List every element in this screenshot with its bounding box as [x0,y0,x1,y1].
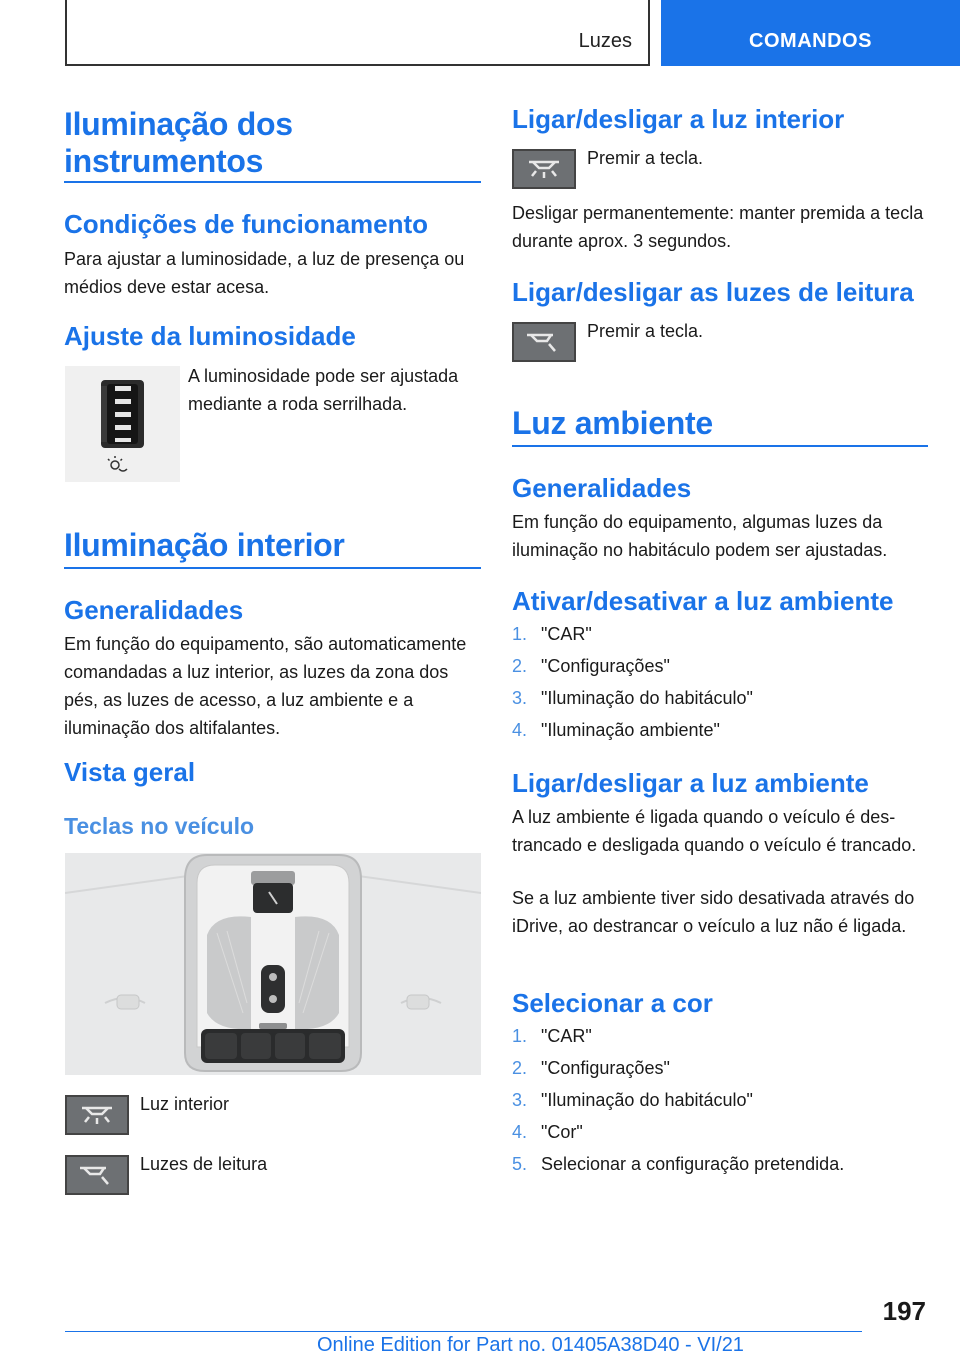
steps-activate-ambient [512,618,928,746]
footer-rule [65,1331,862,1332]
heading-general-right: Generalidades [512,473,692,503]
page-number: 197 [882,1296,926,1326]
list-item: 5. Selecionar a configuração pretendida. [512,1154,845,1174]
steps-select-color [512,1020,928,1180]
heading-rule [64,181,481,183]
text-press-key-1: Premir a tecla. [587,148,704,168]
heading-conditions: Condições de funcionamento [64,209,429,239]
header-box [65,0,650,66]
interior-light-key-icon [65,1095,129,1135]
text-permanent-off: Desligar permanentemente: manter premida a tecla durante aprox. 3 segundos. [512,203,924,251]
list-item: 1. "CAR" [512,1026,592,1046]
reading-light-key-icon [65,1155,129,1195]
legend-interior-light: Luz interior [140,1094,230,1114]
text-ambient-1: A luz ambiente é ligada quando o veículo é destrancado e desligada quando o veículo é trancado. [512,807,917,855]
list-item: 3. "Iluminação do habitáculo" [512,688,753,708]
roof-console-image [65,853,481,1075]
heading-instrument-lighting: Iluminação dos instrumentos [64,106,293,179]
heading-overview: Vista geral [64,757,196,787]
heading-ambient-light: Luz ambiente [512,405,713,441]
text-general-left: Em função do equipamento, são automaticamente comandadas a luz interior, as luzes da zona dos pés, as luzes de acesso, a luz ambiente e a iluminação dos altifalantes. [64,634,467,738]
chapter-tab[interactable] [661,0,960,66]
edition-footer: Online Edition for Part no. 01405A38D40 - VI/21 [317,1334,744,1356]
text-conditions: Para ajustar a luminosidade, a luz de presença ou médios deve estar acesa. [64,249,465,297]
text-general-right: Em função do equipamento, algumas luzes da iluminação no habitáculo podem ser ajustadas. [512,512,888,560]
text-press-key-2: Premir a tecla. [587,321,704,341]
list-item: 2. "Configurações" [512,656,670,676]
heading-ambient-onoff: Ligar/desligar a luz ambiente [512,768,869,798]
heading-general-left: Generalidades [64,595,244,625]
list-item: 4. "Iluminação ambiente" [512,720,720,740]
heading-rule [512,445,928,447]
heading-reading-onoff: Ligar/desligar as luzes de leitura [512,277,914,307]
heading-interior-onoff: Ligar/desligar a luz interior [512,104,845,134]
list-item: 1. "CAR" [512,624,592,644]
text-ambient-2: Se a luz ambiente tiver sido desativada através do iDrive, ao destrancar o veículo a luz não é ligada. [512,888,915,936]
list-item: 4. "Cor" [512,1122,583,1142]
heading-brightness: Ajuste da luminosidade [64,321,356,351]
section-title: Luzes [578,30,632,52]
list-item: 3. "Iluminação do habitáculo" [512,1090,753,1110]
legend-reading-lights: Luzes de leitura [140,1154,268,1174]
text-brightness: A luminosidade pode ser ajustada mediante a roda serrilhada. [188,366,459,414]
heading-interior-lighting: Iluminação interior [64,527,345,563]
chapter-tab-label: COMANDOS [749,30,872,52]
interior-light-key-icon [512,149,576,189]
reading-light-key-icon [512,322,576,362]
heading-rule [64,567,481,569]
dimmer-wheel-image [65,366,180,482]
heading-activate-ambient: Ativar/desativar a luz ambiente [512,586,894,616]
heading-keys-in-vehicle: Teclas no veículo [64,813,255,839]
heading-select-color: Selecionar a cor [512,988,713,1018]
list-item: 2. "Configurações" [512,1058,670,1078]
